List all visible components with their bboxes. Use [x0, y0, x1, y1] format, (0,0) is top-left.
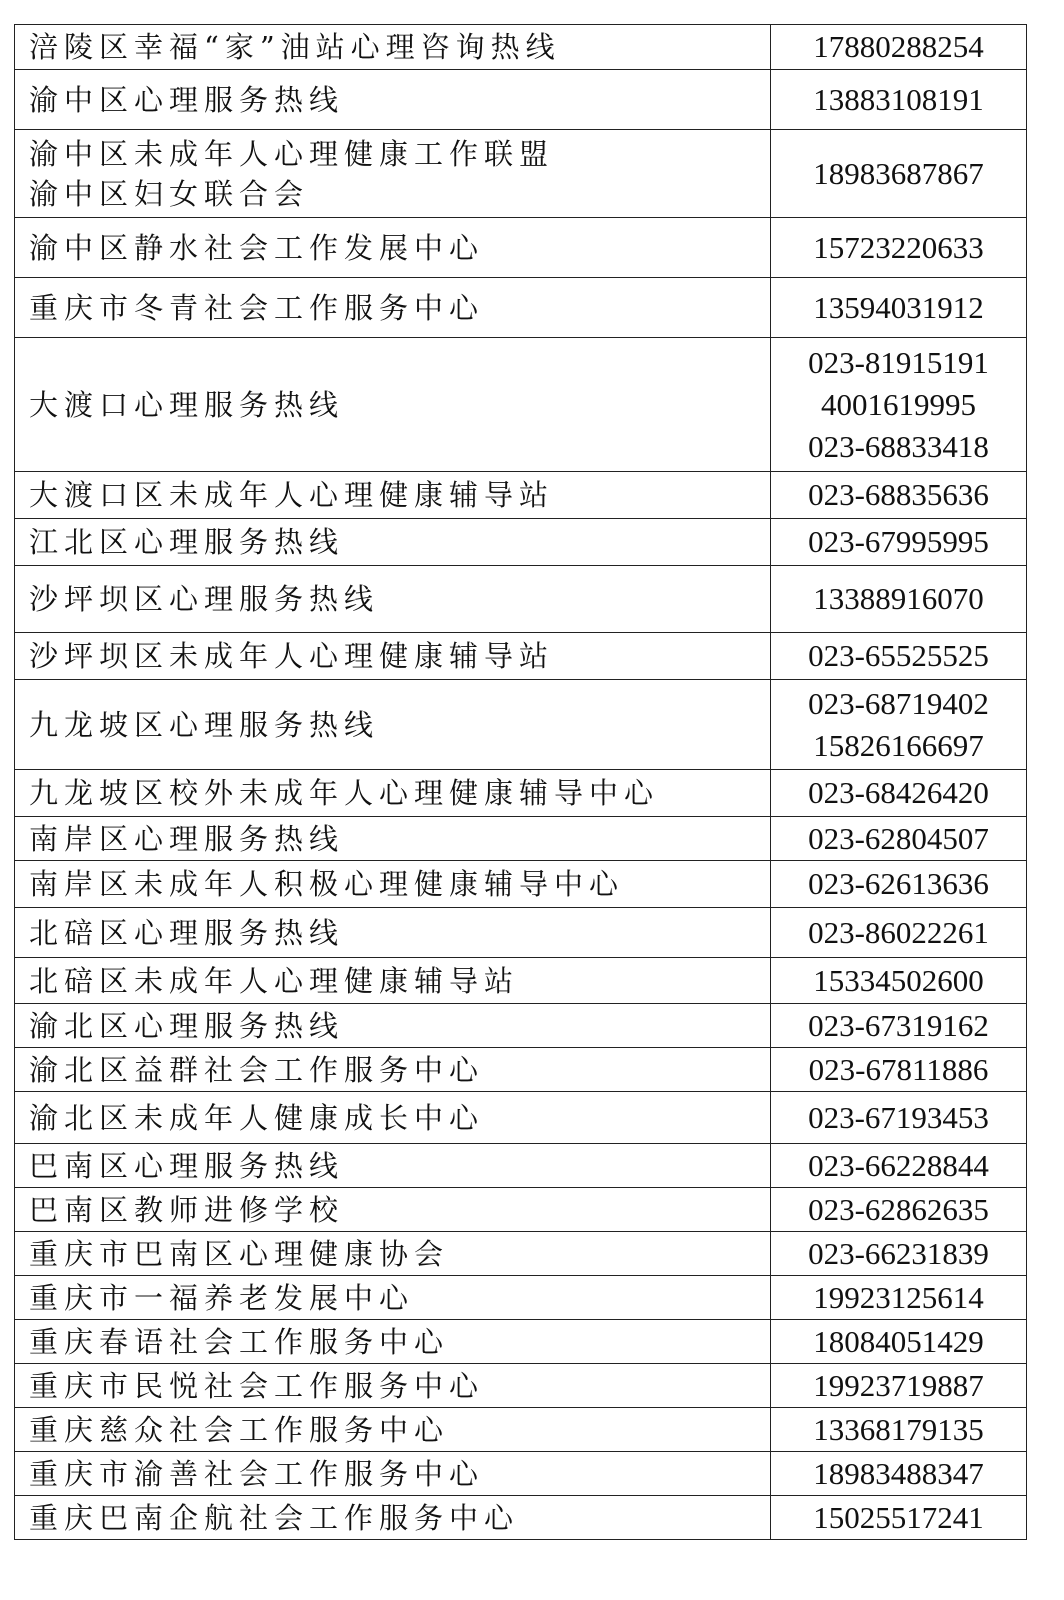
phone-number-cell: [771, 218, 1027, 278]
phone-number: 13883108191: [813, 81, 984, 117]
table-row: [15, 25, 1027, 70]
phone-number-cell: [771, 861, 1027, 908]
organization-name-cell: [15, 861, 771, 908]
table-row: [15, 1276, 1027, 1320]
organization-name: 重庆春语社会工作服务中心: [29, 1324, 450, 1359]
phone-number-cell: [771, 338, 1027, 472]
organization-name: 南岸区心理服务热线: [29, 821, 345, 856]
table-row: [15, 1320, 1027, 1364]
organization-name-cell: [15, 472, 771, 519]
phone-number-cell: [771, 817, 1027, 861]
organization-name: 巴南区心理服务热线: [29, 1148, 345, 1183]
table-row: [15, 218, 1027, 278]
phone-number-cell: [771, 278, 1027, 338]
phone-number: 023-67811886: [808, 1051, 989, 1087]
phone-number-cell: [771, 1364, 1027, 1408]
organization-name: 渝中区未成年人心理健康工作联盟: [29, 136, 555, 171]
organization-name: 渝北区心理服务热线: [29, 1008, 345, 1043]
table-row: [15, 70, 1027, 130]
organization-name: 重庆市一福养老发展中心: [29, 1280, 415, 1315]
organization-name-cell: [15, 958, 771, 1004]
organization-name: 重庆市巴南区心理健康协会: [29, 1236, 450, 1271]
phone-number-cell: [771, 566, 1027, 633]
organization-name-cell: [15, 338, 771, 472]
phone-number: 023-68426420: [808, 775, 989, 810]
table-row: [15, 908, 1027, 958]
phone-number-cell: [771, 1320, 1027, 1364]
phone-number-cell: [771, 1144, 1027, 1188]
phone-number: 15334502600: [813, 962, 984, 998]
phone-number: 19923125614: [813, 1279, 984, 1315]
organization-name: 渝中区静水社会工作发展中心: [29, 230, 485, 265]
organization-name: 南岸区未成年人积极心理健康辅导中心: [29, 867, 625, 901]
organization-name: 北碚区未成年人心理健康辅导站: [29, 963, 520, 998]
organization-name-cell: [15, 1320, 771, 1364]
organization-name-cell: [15, 1232, 771, 1276]
phone-number-cell: [771, 1408, 1027, 1452]
organization-name: 江北区心理服务热线: [29, 525, 345, 559]
organization-name: 九龙坡区心理服务热线: [29, 707, 380, 742]
table-row: [15, 1496, 1027, 1540]
table-row: [15, 770, 1027, 817]
organization-name-cell: [15, 1144, 771, 1188]
organization-name: 渝北区未成年人健康成长中心: [29, 1100, 485, 1135]
table-row: [15, 566, 1027, 633]
table-row: [15, 817, 1027, 861]
table-row: [15, 861, 1027, 908]
phone-number-cell: [771, 958, 1027, 1004]
organization-name: 渝北区益群社会工作服务中心: [29, 1052, 485, 1087]
phone-number: 13388916070: [813, 581, 984, 616]
organization-name-cell: [15, 908, 771, 958]
table-row: [15, 680, 1027, 770]
phone-number: 4001619995: [821, 386, 976, 422]
organization-name-cell: [15, 770, 771, 817]
phone-number: 023-81915191: [808, 344, 989, 380]
table-row: [15, 519, 1027, 566]
phone-number-cell: [771, 519, 1027, 566]
phone-number: 18983687867: [813, 155, 984, 191]
table-row: [15, 1004, 1027, 1048]
phone-number: 023-67319162: [808, 1007, 989, 1043]
phone-number-cell: [771, 1092, 1027, 1144]
phone-number: 023-62804507: [808, 820, 989, 856]
organization-name-cell: [15, 680, 771, 770]
organization-name: 涪陵区幸福“家”油站心理咨询热线: [29, 30, 561, 64]
organization-name-cell: [15, 566, 771, 633]
phone-number: 023-66228844: [808, 1147, 989, 1183]
organization-name-cell: [15, 1276, 771, 1320]
hotline-table: [14, 24, 1027, 1540]
phone-number-cell: [771, 25, 1027, 70]
table-row: [15, 278, 1027, 338]
organization-name: 重庆市民悦社会工作服务中心: [29, 1368, 485, 1403]
phone-number-cell: [771, 1004, 1027, 1048]
phone-number: 023-68719402: [808, 685, 989, 721]
phone-number: 15826166697: [813, 727, 984, 763]
organization-name-cell: [15, 1452, 771, 1496]
organization-name-cell: [15, 817, 771, 861]
organization-name-cell: [15, 1364, 771, 1408]
phone-number-cell: [771, 130, 1027, 218]
table-row: [15, 1408, 1027, 1452]
organization-name: 九龙坡区校外未成年人心理健康辅导中心: [29, 776, 660, 810]
phone-number: 023-67193453: [808, 1099, 989, 1135]
organization-name-cell: [15, 278, 771, 338]
phone-number-cell: [771, 633, 1027, 680]
organization-name: 沙坪坝区未成年人心理健康辅导站: [29, 639, 555, 673]
phone-number: 023-86022261: [808, 914, 989, 950]
phone-number: 023-68835636: [808, 477, 989, 512]
organization-name: 北碚区心理服务热线: [29, 915, 345, 950]
phone-number-cell: [771, 70, 1027, 130]
table-row: [15, 338, 1027, 472]
phone-number: 023-65525525: [808, 638, 989, 673]
table-row: [15, 1144, 1027, 1188]
organization-name-cell: [15, 1496, 771, 1540]
phone-number: 023-62613636: [808, 866, 989, 901]
table-row: [15, 130, 1027, 218]
table-row: [15, 958, 1027, 1004]
organization-name: 重庆市冬青社会工作服务中心: [29, 290, 485, 325]
phone-number: 15025517241: [813, 1499, 984, 1535]
phone-number-cell: [771, 1276, 1027, 1320]
phone-number: 13368179135: [813, 1411, 984, 1447]
organization-name: 大渡口心理服务热线: [29, 387, 345, 422]
table-row: [15, 1364, 1027, 1408]
phone-number: 023-62862635: [808, 1191, 989, 1227]
organization-name: 巴南区教师进修学校: [29, 1192, 345, 1227]
organization-name-cell: [15, 633, 771, 680]
organization-name-cell: [15, 70, 771, 130]
organization-name-cell: [15, 25, 771, 70]
organization-name-cell: [15, 519, 771, 566]
phone-number-cell: [771, 1452, 1027, 1496]
phone-number-cell: [771, 472, 1027, 519]
phone-number: 18084051429: [813, 1323, 984, 1359]
table-row: [15, 472, 1027, 519]
phone-number-cell: [771, 1048, 1027, 1092]
phone-number-cell: [771, 770, 1027, 817]
phone-number: 15723220633: [813, 229, 984, 265]
phone-number-cell: [771, 1188, 1027, 1232]
phone-number-cell: [771, 1232, 1027, 1276]
organization-name-cell: [15, 1092, 771, 1144]
table-row: [15, 1188, 1027, 1232]
phone-number-cell: [771, 908, 1027, 958]
organization-name: 渝中区心理服务热线: [29, 82, 345, 117]
organization-name: 大渡口区未成年人心理健康辅导站: [29, 478, 555, 512]
organization-name-cell: [15, 1048, 771, 1092]
table-row: [15, 1048, 1027, 1092]
table-row: [15, 1452, 1027, 1496]
organization-name-cell: [15, 1188, 771, 1232]
organization-name-cell: [15, 1408, 771, 1452]
phone-number: 19923719887: [813, 1367, 984, 1403]
phone-number: 023-67995995: [808, 524, 989, 559]
phone-number: 18983488347: [813, 1455, 984, 1491]
phone-number-cell: [771, 680, 1027, 770]
organization-name: 重庆慈众社会工作服务中心: [29, 1412, 450, 1447]
phone-number-cell: [771, 1496, 1027, 1540]
organization-name: 渝中区妇女联合会: [29, 176, 310, 211]
table-row: [15, 633, 1027, 680]
organization-name-cell: [15, 218, 771, 278]
phone-number: 023-68833418: [808, 428, 989, 464]
table-row: [15, 1092, 1027, 1144]
organization-name-cell: [15, 1004, 771, 1048]
phone-number: 17880288254: [813, 29, 984, 64]
organization-name: 沙坪坝区心理服务热线: [29, 582, 380, 616]
phone-number: 13594031912: [813, 289, 984, 325]
table-row: [15, 1232, 1027, 1276]
hotline-table-body: [15, 25, 1027, 1540]
organization-name-cell: [15, 130, 771, 218]
organization-name: 重庆巴南企航社会工作服务中心: [29, 1500, 520, 1535]
phone-number: 023-66231839: [808, 1235, 989, 1271]
organization-name: 重庆市渝善社会工作服务中心: [29, 1456, 485, 1491]
